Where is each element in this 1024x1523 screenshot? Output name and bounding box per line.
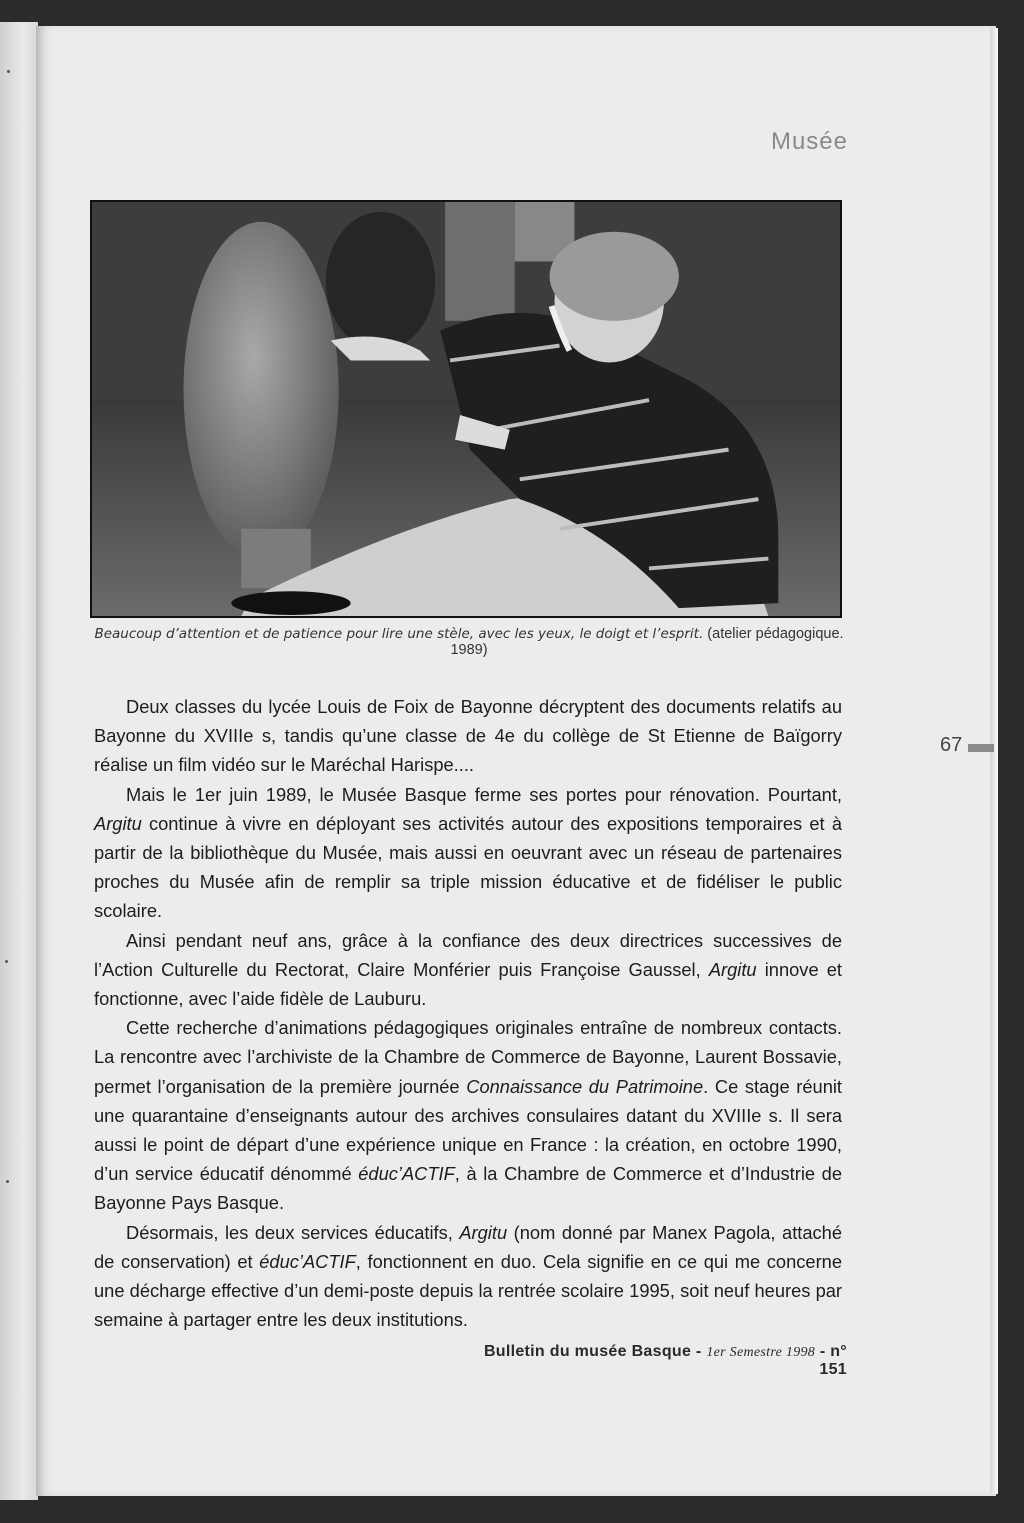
argitu-name: Argitu (94, 812, 142, 834)
issue-number: n° 151 (819, 1343, 847, 1378)
page-number: 67 (940, 734, 963, 756)
event-title: Connaissance du Patrimoine (466, 1075, 704, 1097)
facing-page-edge (0, 22, 38, 1500)
caption-text: Beaucoup d’attention et de patience pour lire une stèle, avec les yeux, le doigt et l’esprit. (94, 626, 704, 642)
caption-note: (atelier pédagogique. 1989) (450, 626, 844, 658)
speck (6, 1180, 9, 1183)
argitu-name: Argitu (708, 958, 757, 980)
page-stack-edge (990, 28, 998, 1494)
running-footer: Bulletin du musée Basque - 1er Semestre 1998 - n° 151 (483, 1343, 847, 1378)
student-stele-photo (92, 202, 840, 616)
paragraph-3: Ainsi pendant neuf ans, grâce à la confiance des deux directrices successives de l’Action Culturelle du Rectorat, Claire Monférier puis Françoise Gaussel, Argitu innove et fonctionne, avec l’aide fidèle de Lauburu. (94, 929, 842, 1010)
section-header: Musée (770, 128, 848, 155)
bulletin-title: Bulletin du musée Basque (483, 1343, 692, 1360)
paragraph-1: Deux classes du lycée Louis de Foix de Bayonne décryptent des documents relatifs au Bayonne du XVIIIe s, tandis qu’une classe de 4e du collège de St Etienne de Baïgorry réalise un film vidéo sur le Maréchal Harispe.... (94, 696, 842, 776)
educactif-name: éduc’ACTIF (358, 1163, 455, 1185)
semester-label: 1er Semestre 1998 (706, 1345, 816, 1360)
page-number-tab (968, 744, 994, 752)
paragraph-2: Mais le 1er juin 1989, le Musée Basque ferme ses portes pour rénovation. Pourtant, Argitu continue à vivre en déployant ses activités autour des expositions temporaires et à partir de la bibliothèque du Musée, mais aussi en oeuvrant avec un réseau de partenaires proches du Musée afin de remplir sa triple mission éducative et de fidéliser le public scolaire. (94, 783, 842, 922)
photo-frame (90, 200, 842, 618)
argitu-name: Argitu (459, 1221, 508, 1243)
educactif-name: éduc’ACTIF (259, 1250, 356, 1272)
speck (5, 960, 8, 963)
paragraph-4: Cette recherche d’animations pédagogiques originales entraîne de nombreux contacts. La rencontre avec l’archiviste de la Chambre de Commerce de Bayonne, Laurent Bossavie, permet l’organisation de la première journée Connaissance du Patrimoine. Ce stage réunit une quarantaine d’enseignants autour des archives consulaires datant du XVIIIe s. Il sera aussi le point de départ d’une expérience unique en France : la création, en octobre 1990, d’un service éducatif dénommé éduc’ACTIF, à la Chambre de Commerce et d’Industrie de Bayonne Pays Basque. (94, 1017, 843, 1214)
article-body (94, 692, 842, 1334)
speck (7, 70, 10, 73)
paragraph-5: Désormais, les deux services éducatifs, Argitu (nom donné par Manex Pagola, attaché de conservation) et éduc’ACTIF, fonctionnent en duo. Cela signifie en ce qui me concerne une décharge effective d’un demi-poste depuis la rentrée scolaire 1995, soit neuf heures par semaine à partager entre les deux institutions. (94, 1221, 842, 1331)
photo-caption (94, 626, 844, 658)
